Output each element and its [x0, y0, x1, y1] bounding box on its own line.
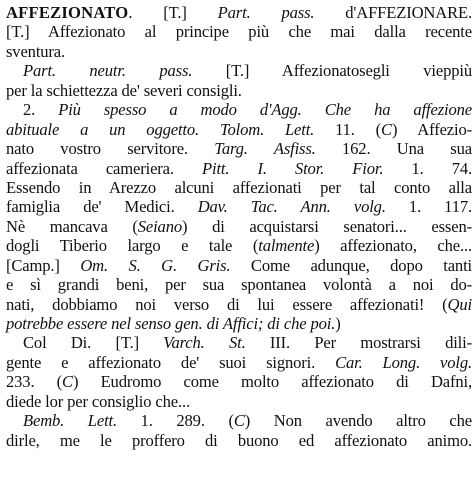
italic-text: Seiano — [137, 216, 182, 236]
italic-text: Tolom. Lett. — [219, 119, 315, 139]
entry-line — [6, 61, 472, 80]
entry-text: III. Per mostrarsi dili- — [245, 333, 472, 353]
italic-text: C — [62, 372, 73, 392]
italic-text: Bemb. Lett. — [23, 411, 118, 431]
italic-text: Pitt. I. Stor. Fior. — [202, 158, 384, 178]
entry-line — [6, 159, 472, 178]
entry-line — [6, 333, 472, 352]
entry-line — [6, 372, 472, 391]
entry-text: per la schiettezza de' severi consigli. — [6, 80, 242, 100]
italic-text: Qui — [447, 294, 472, 314]
italic-text: Targ. Asfiss. — [214, 139, 316, 159]
entry-text: 2. — [23, 100, 59, 120]
entry-line — [6, 3, 472, 22]
entry-line — [6, 314, 472, 333]
entry-line — [6, 197, 472, 216]
entry-text: [T.] Affezionato al principe più che mai dalla recente — [6, 22, 472, 42]
entry-text: 1. 117. — [385, 197, 472, 217]
entry-text: 233. ( — [6, 372, 63, 392]
entry-text: Come adunque, dopo tanti — [230, 255, 472, 275]
entry-text: famiglia de' Medici. — [6, 197, 198, 217]
entry-text: [T.] Affezionatosegli vieppiù — [192, 61, 472, 81]
entry-text: ) affezionato, che... — [314, 236, 472, 256]
entry-text: 1. 289. ( — [117, 411, 234, 431]
italic-text: Part. pass. — [217, 3, 315, 22]
entry-text: d'AFFEZIONARE. — [314, 3, 472, 22]
entry-line — [6, 411, 472, 430]
entry-text: e sì grandi beni, per sua spontanea volontà a noi do- — [6, 275, 472, 295]
entry-line — [6, 100, 472, 119]
entry-line — [6, 275, 472, 294]
entry-text: nato vostro servitore. — [6, 139, 215, 159]
italic-text: abituale a un oggetto. — [6, 119, 200, 139]
italic-text: Varch. St. — [163, 333, 246, 353]
entry-line — [6, 42, 472, 61]
italic-text: Om. S. G. Gris. — [80, 255, 231, 275]
entry-text: ) di acquistarsi senatori... essen- — [182, 216, 472, 236]
italic-text: Dav. Tac. Ann. volg. — [197, 197, 386, 217]
entry-text — [199, 120, 220, 139]
entry-text: Nè mancava ( — [6, 216, 138, 236]
entry-text: Col Di. [T.] — [23, 333, 164, 353]
entry-text: dirle, me le proffero di buono ed affezionato animo. — [6, 430, 472, 450]
entry-text: sventura. — [6, 41, 66, 61]
headword: AFFEZIONATO — [6, 3, 129, 22]
italic-text: potrebbe essere nel senso gen. di Affici; di che poi. — [6, 314, 336, 333]
entry-text: 162. Una sua — [315, 139, 472, 159]
entry-line — [6, 392, 472, 411]
entry-line — [6, 120, 472, 139]
entry-text: diede lor per consiglio che... — [6, 391, 190, 411]
entry-text: ) Affezio- — [391, 119, 473, 139]
entry-text: [Camp.] — [6, 255, 81, 275]
entry-text: 1. 74. — [383, 158, 472, 178]
entry-text: ) Non avendo altro che — [244, 411, 472, 431]
italic-text: C — [233, 411, 245, 431]
italic-text: Part. neutr. pass. — [23, 61, 193, 81]
entry-text: Essendo in Arezzo alcuni affezionati per tal conto alla — [6, 177, 472, 197]
entry-line — [6, 431, 472, 450]
entry-text: 11. ( — [314, 119, 382, 139]
entry-line — [6, 236, 472, 255]
entry-text: . [T.] — [128, 3, 218, 22]
entry-line — [6, 81, 472, 100]
entry-line — [6, 256, 472, 275]
entry-line — [6, 22, 472, 41]
italic-text: C — [381, 119, 392, 139]
entry-text: ) — [335, 314, 341, 333]
entry-line — [6, 178, 472, 197]
italic-text: Car. Long. volg. — [335, 352, 472, 372]
entry-text: nati, dobbiamo noi verso di lui essere affezionati! ( — [6, 294, 448, 314]
italic-text: Più spesso a modo d'Agg. Che ha affezione — [58, 100, 472, 120]
entry-line — [6, 139, 472, 158]
entry-text: ) Eudromo come molto affezionato di Dafni, — [72, 372, 472, 392]
entry-line — [6, 353, 472, 372]
entry-text: dogli Tiberio largo e tale ( — [6, 236, 259, 256]
dictionary-entry — [6, 3, 472, 450]
entry-line — [6, 295, 472, 314]
entry-text: gente e affezionato de' suoi signori. — [6, 352, 336, 372]
entry-line — [6, 217, 472, 236]
entry-text: affezionata cameriera. — [6, 158, 202, 178]
italic-text: talmente — [258, 236, 315, 256]
